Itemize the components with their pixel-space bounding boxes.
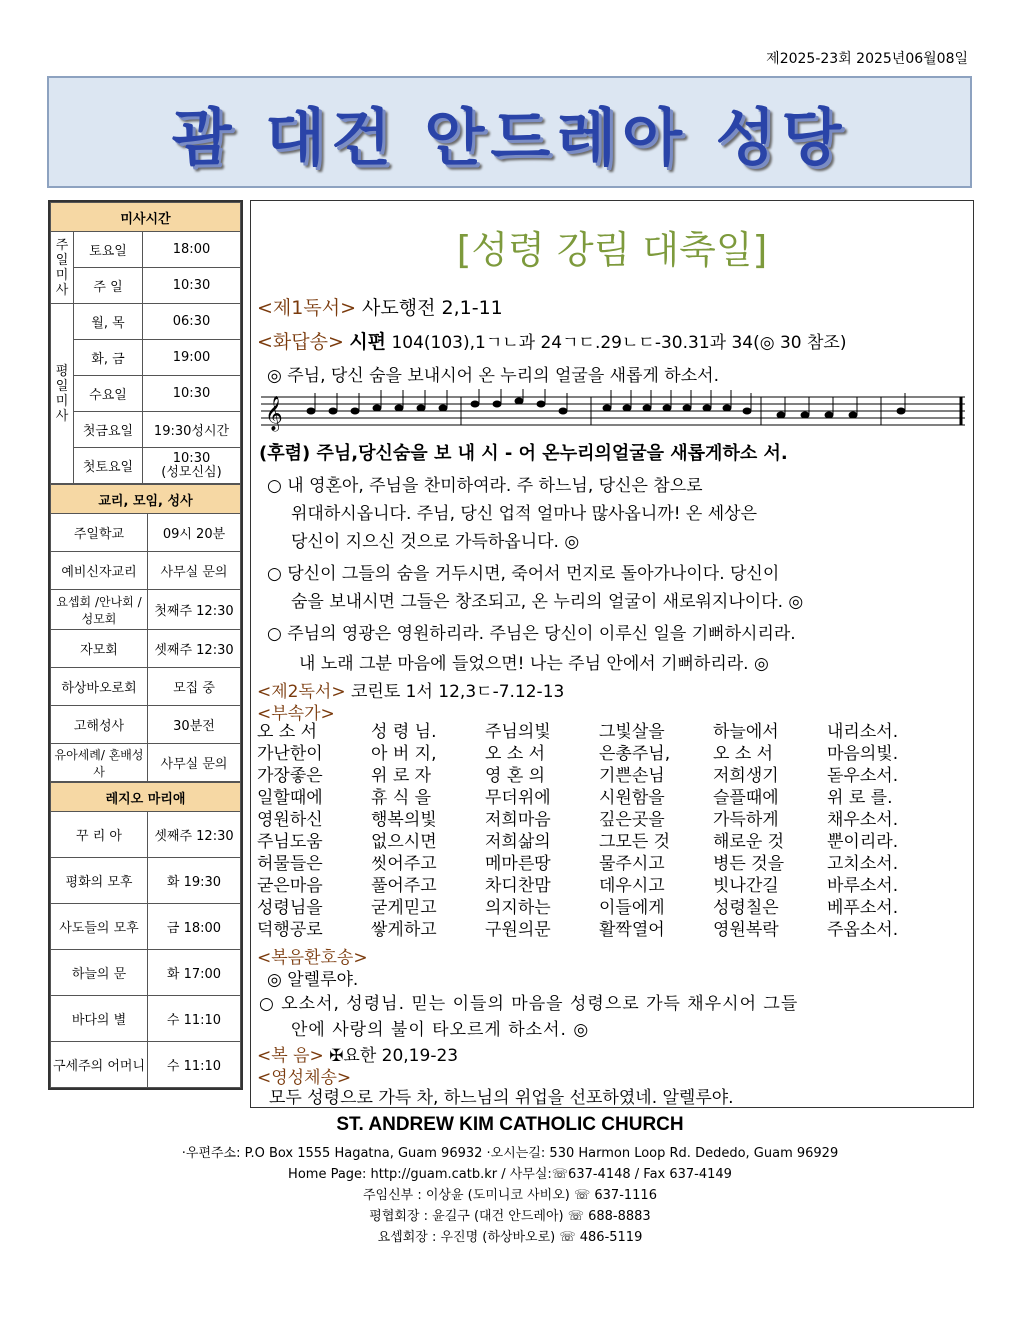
edu-label: 하상바오로회: [51, 668, 148, 706]
mass-time: 19:30성시간: [143, 412, 241, 448]
edu-label: 고해성사: [51, 706, 148, 744]
mass-day: 첫금요일: [74, 412, 143, 448]
hymn-phrase: 저희마음: [485, 810, 551, 830]
hymn-phrase: 굳게믿고: [371, 898, 437, 918]
hymn-phrase: 위 로 를.: [827, 788, 893, 808]
gospel-tag: <복 음>: [257, 1046, 324, 1066]
hymn-phrase: 쌓게하고: [371, 920, 437, 940]
hymn-phrase: 허물들은: [257, 854, 323, 874]
edu-value: 첫째주 12:30: [148, 590, 241, 630]
legio-label: 바다의 별: [51, 996, 148, 1042]
legio-value: 수 11:10: [148, 1042, 241, 1088]
website-phone: Home Page: http://guam.catb.kr / 사무실:☏637-4148 / Fax 637-4149: [288, 1167, 732, 1182]
hymn-phrase: 가득하게: [713, 810, 779, 830]
hymn-row: [257, 853, 941, 875]
hymn-phrase: 영 혼 의: [485, 766, 546, 786]
legio-label: 하늘의 문: [51, 950, 148, 996]
note-head: [703, 405, 712, 412]
staff-lyrics: [259, 439, 788, 465]
church-title: 괌 대건 안드레아 성당: [171, 100, 848, 174]
psalm-ref: 104(103),1ㄱㄴ과 24ㄱㄷ.29ㄴㄷ-30.31과 34(◎ 30 참조): [391, 333, 847, 353]
hymn-phrase: 가난한이: [257, 744, 323, 764]
gospel-ref: ✠요한 20,19-23: [329, 1046, 459, 1066]
hymn-phrase: 그빛살을: [599, 722, 665, 742]
mass-day: 화, 금: [74, 340, 143, 376]
legio-value: 화 19:30: [148, 858, 241, 904]
mass-time: 10:30: [172, 450, 211, 466]
hymn-phrase: 오 소 서: [713, 744, 774, 764]
hymn-phrase: 병든 것을: [713, 854, 785, 874]
legio-value: 화 17:00: [148, 950, 241, 996]
hymn-row: [257, 765, 941, 787]
hymn-phrase: 돋우소서.: [827, 766, 899, 786]
hymn-phrase: 없으시면: [371, 832, 437, 852]
alleluia-line: ◎ 알렐루야.: [267, 970, 359, 990]
hymn-phrase: 고치소서.: [827, 854, 899, 874]
edu-value: 셋째주 12:30: [148, 630, 241, 668]
note-head: [395, 405, 404, 412]
hymn-row: [257, 919, 941, 941]
edu-value: 사무실 문의: [148, 552, 241, 590]
hymn-phrase: 씻어주고: [371, 854, 437, 874]
hymn-row: [257, 875, 941, 897]
hymn-phrase: 성령님을: [257, 898, 323, 918]
sunday-mass-label: 주일미사: [51, 232, 74, 304]
alleluia-tag: <복음환호송>: [257, 948, 368, 968]
hymn-row: [257, 743, 941, 765]
alleluia-line: ○ 오소서, 성령님. 믿는 이들의 마음을 성령으로 가득 채우시어 그들: [259, 994, 799, 1014]
note-head: [603, 405, 612, 412]
note-head: [559, 408, 568, 415]
psalm-title: 시편: [349, 331, 387, 353]
note-head: [801, 412, 810, 419]
note-head: [493, 401, 502, 408]
hymn-phrase: 은총주님,: [599, 744, 671, 764]
note-head: [623, 405, 632, 412]
edu-label: 자모회: [51, 630, 148, 668]
legio-value: 금 18:00: [148, 904, 241, 950]
mass-day: 첫토요일: [74, 448, 143, 484]
hymn-phrase: 데우시고: [599, 876, 665, 896]
mass-time: 10:30: [143, 376, 241, 412]
legio-value: 셋째주 12:30: [148, 812, 241, 858]
hymn-phrase: 영원복락: [713, 920, 779, 940]
hymn-phrase: 휴 식 을: [371, 788, 432, 808]
verse-line: ○ 당신이 그들의 숨을 거두시면, 죽어서 먼지로 돌아가나이다. 당신이: [267, 564, 780, 584]
note-head: [537, 401, 546, 408]
hymn-phrase: 주님도움: [257, 832, 323, 852]
hymn-phrase: 영원하신: [257, 810, 323, 830]
legio-label: 사도들의 모후: [51, 904, 148, 950]
reading-tag: <제2독서>: [257, 682, 346, 702]
mass-day: 수요일: [74, 376, 143, 412]
reading-ref: 사도행전 2,1-11: [362, 297, 503, 319]
mass-title: 미사시간: [51, 203, 241, 232]
mass-time-cell: [143, 448, 241, 484]
legio-value: 수 11:10: [148, 996, 241, 1042]
joseph-contact: 요셉회장 : 우진명 (하상바오로) ☏ 486-5119: [377, 1230, 643, 1245]
verse-line: ○ 주님의 영광은 영원하리라. 주님은 당신이 이루신 일을 기뻐하시리라.: [267, 624, 796, 644]
hymn-phrase: 슬플때에: [713, 788, 779, 808]
legio-label: 구세주의 어머니: [51, 1042, 148, 1088]
hymn-phrase: 하늘에서: [713, 722, 779, 742]
edu-value: 사무실 문의: [148, 744, 241, 782]
hymn-phrase: 의지하는: [485, 898, 551, 918]
hymn-phrase: 물주시고: [599, 854, 665, 874]
verse-line: 당신이 지으신 것으로 가득하옵니다. ◎: [291, 532, 580, 552]
edu-value: 모집 중: [148, 668, 241, 706]
hymn-phrase: 아 버 지,: [371, 744, 437, 764]
sequence-hymn: [257, 721, 941, 941]
note-head: [307, 408, 316, 415]
communion-tag: <영성체송>: [257, 1068, 352, 1088]
hymn-phrase: 덕행공로: [257, 920, 323, 940]
hymn-phrase: 뿐이리라.: [827, 832, 899, 852]
hymn-phrase: 이들에게: [599, 898, 665, 918]
mass-day: 토요일: [74, 232, 143, 268]
church-name: ST. ANDREW KIM CATHOLIC CHURCH: [336, 1114, 684, 1135]
hymn-phrase: 가장좋은: [257, 766, 323, 786]
hymn-phrase: 마음의빛.: [827, 744, 899, 764]
hymn-phrase: 깊은곳을: [599, 810, 665, 830]
note-head: [329, 408, 338, 415]
staff-label: (후렴): [259, 443, 311, 464]
hymn-phrase: 베푸소서.: [827, 898, 899, 918]
reading-tag: <제1독서>: [257, 297, 356, 319]
mass-time: 06:30: [143, 304, 241, 340]
note-head: [351, 408, 360, 415]
communion-text: 모두 성령으로 가득 차, 하느님의 위업을 선포하였네. 알렐루야.: [269, 1088, 734, 1108]
hymn-phrase: 그모든 것: [599, 832, 671, 852]
note-head: [897, 408, 906, 415]
note-head: [743, 408, 752, 415]
legio-title: 레지오 마리애: [51, 783, 241, 812]
note-head: [849, 412, 858, 419]
issue-number: 제2025-23회 2025년06월08일: [766, 51, 968, 67]
note-head: [663, 405, 672, 412]
hymn-row: [257, 831, 941, 853]
note-head: [373, 405, 382, 412]
mass-time: 19:00: [143, 340, 241, 376]
hymn-row: [257, 809, 941, 831]
edu-label: 요셉회 /안나회 /성모회: [51, 590, 148, 630]
hymn-phrase: 차디찬맘: [485, 876, 551, 896]
hymn-phrase: 내리소서.: [827, 722, 899, 742]
note-head: [723, 405, 732, 412]
sequence-tag: <부속가>: [257, 704, 335, 724]
banner: [47, 76, 972, 188]
hymn-phrase: 풀어주고: [371, 876, 437, 896]
svg-text:𝄞: 𝄞: [265, 396, 283, 431]
liturgy-panel: [250, 200, 974, 1108]
psalm: [257, 327, 846, 354]
mass-note: (성모신심): [161, 464, 222, 480]
hymn-phrase: 위 로 자: [371, 766, 432, 786]
mass-day: 주 일: [74, 268, 143, 304]
sidebar-schedule: [48, 200, 243, 1090]
hymn-phrase: 빗나간길: [713, 876, 779, 896]
weekday-mass-label: 평일미사: [51, 304, 74, 484]
hymn-phrase: 주옵소서.: [827, 920, 899, 940]
feast-title: [성령 강림 대축일]: [456, 228, 768, 272]
hymn-phrase: 성령칠은: [713, 898, 779, 918]
address: ·우편주소: P.O Box 1555 Hagatna, Guam 96932 ·오시는길: 530 Harmon Loop Rd. Dededo, Guam 96929: [181, 1146, 839, 1161]
verse-line: 숨을 보내시면 그들은 창조되고, 온 누리의 얼굴이 새로워지나이다. ◎: [291, 592, 804, 612]
hymn-phrase: 저희삶의: [485, 832, 551, 852]
verse-line: 위대하시옵니다. 주님, 당신 업적 얼마나 많사옵니까! 온 세상은: [291, 504, 757, 524]
hymn-phrase: 활짝열어: [599, 920, 665, 940]
council-contact: 평협회장 : 윤길구 (대건 안드레아) ☏ 688-8883: [369, 1209, 651, 1224]
alleluia-line: 안에 사랑의 불이 타오르게 하소서. ◎: [291, 1020, 590, 1040]
hymn-phrase: 메마른땅: [485, 854, 551, 874]
note-head: [471, 401, 480, 408]
hymn-phrase: 바루소서.: [827, 876, 899, 896]
hymn-phrase: 저희생기: [713, 766, 779, 786]
note-head: [439, 405, 448, 412]
hymn-phrase: 일할때에: [257, 788, 323, 808]
note-head: [825, 412, 834, 419]
first-reading: [257, 293, 503, 320]
legio-label: 평화의 모후: [51, 858, 148, 904]
edu-title: 교리, 모임, 성사: [51, 485, 241, 514]
hymn-phrase: 무더위에: [485, 788, 551, 808]
reading-ref: 코린토 1서 12,3ㄷ-7.12-13: [350, 682, 565, 702]
note-head: [515, 398, 524, 405]
hymn-phrase: 구원의문: [485, 920, 551, 940]
edu-value: 09시 20분: [148, 514, 241, 552]
hymn-phrase: 해로운 것: [713, 832, 785, 852]
note-head: [683, 405, 692, 412]
refrain: ◎ 주님, 당신 숨을 보내시어 온 누리의 얼굴을 새롭게 하소서.: [267, 366, 719, 386]
hymn-phrase: 채우소서.: [827, 810, 899, 830]
hymn-row: [257, 897, 941, 919]
hymn-phrase: 오 소 서: [257, 722, 318, 742]
edu-label: 유아세례/ 혼배성사: [51, 744, 148, 782]
hymn-phrase: 기쁜손님: [599, 766, 665, 786]
note-head: [777, 412, 786, 419]
mass-time: 10:30: [143, 268, 241, 304]
hymn-phrase: 주님의빛: [485, 722, 551, 742]
staff-text: 주님,당신숨을 보 내 시 - 어 온누리의얼굴을 새롭게하소 서.: [316, 443, 788, 464]
hymn-phrase: 성 령 님.: [371, 722, 437, 742]
note-head: [417, 405, 426, 412]
priest-contact: 주임신부 : 이상윤 (도미니코 사비오) ☏ 637-1116: [363, 1188, 657, 1203]
edu-label: 예비신자교리: [51, 552, 148, 590]
hymn-row: [257, 721, 941, 743]
mass-day: 월, 목: [74, 304, 143, 340]
verse-line: 내 노래 그분 마음에 들었으면! 나는 주님 안에서 기뻐하리라. ◎: [299, 654, 769, 674]
hymn-row: [257, 787, 941, 809]
hymn-phrase: 시원함을: [599, 788, 665, 808]
hymn-phrase: 굳은마음: [257, 876, 323, 896]
edu-value: 30분전: [148, 706, 241, 744]
hymn-phrase: 행복의빛: [371, 810, 437, 830]
edu-label: 주일학교: [51, 514, 148, 552]
legio-label: 꾸 리 아: [51, 812, 148, 858]
verse-line: ○ 내 영혼아, 주님을 찬미하여라. 주 하느님, 당신은 참으로: [267, 476, 703, 496]
hymn-phrase: 오 소 서: [485, 744, 546, 764]
psalm-tag: <화답송>: [257, 331, 344, 353]
mass-time: 18:00: [143, 232, 241, 268]
note-head: [643, 405, 652, 412]
